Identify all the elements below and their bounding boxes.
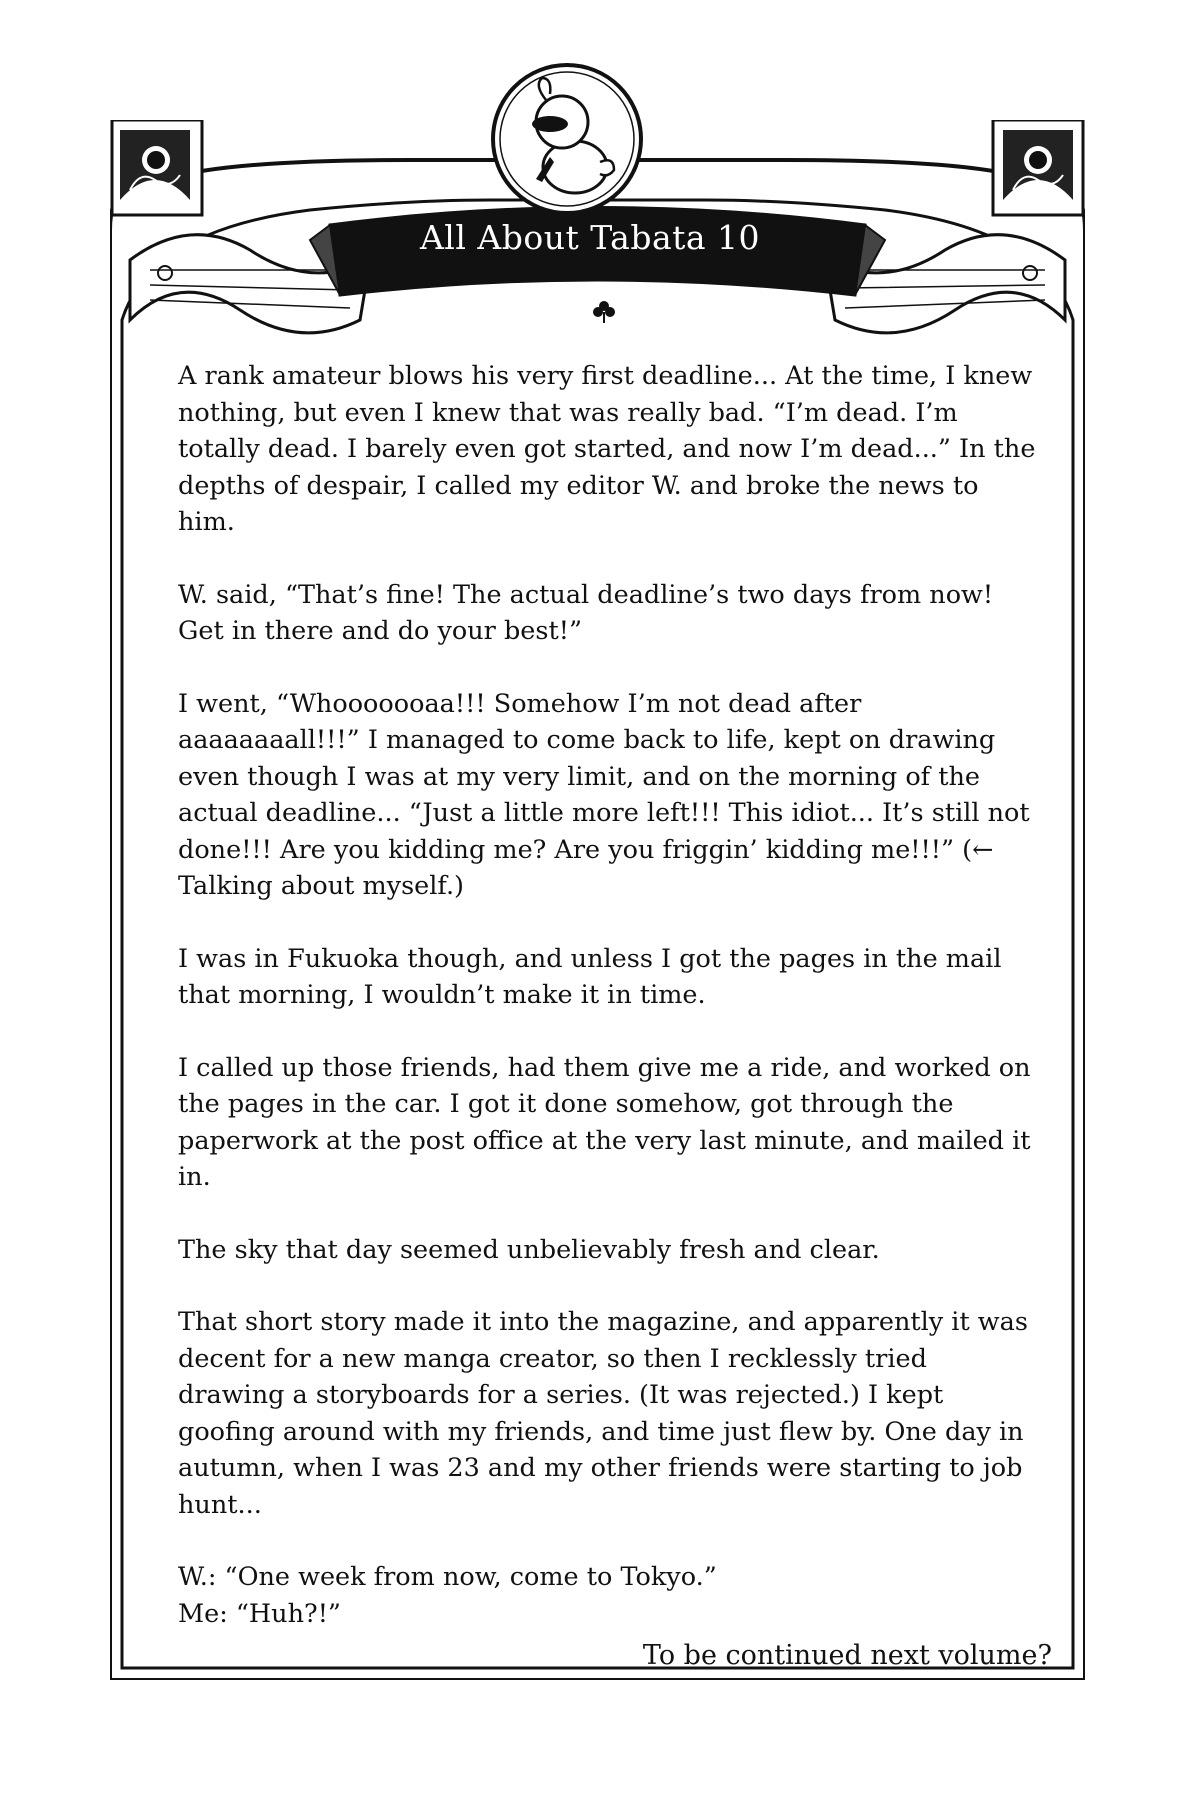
page-title: All About Tabata 10 [419,218,761,257]
paragraph: The sky that day seemed unbelievably fresh and clear. [178,1234,880,1265]
continued-note: To be continued next volume? [642,1640,1052,1671]
paragraph: A rank amateur blows his very first deadline... At the time, I knew nothing, but even I knew that was really bad. “I’m dead. I’m totally dead. I barely even got started, and now I’m dead...” In the depths of despair, I called my editor W. and broke the news to him. [178,361,1036,537]
dialogue-line: Me: “Huh?!” [178,1598,341,1629]
corner-ornament-left [112,120,202,215]
clover-icon [592,300,616,324]
paragraph: That short story made it into the magazine, and apparently it was decent for a new manga creator, so then I recklessly tried drawing a storyboards for a series. (It was rejected.) I kept goofing around with my friends, and time just flew by. One day in autumn, when I was 23 and my other friends were starting to job hunt... [178,1307,1028,1520]
duck-mascot-emblem [490,62,645,217]
paragraph: I called up those friends, had them give me a ride, and worked on the pages in the car. I got it done somehow, got through the paperwork at the post office at the very last minute, and mailed it in. [178,1052,1031,1192]
paragraph: W. said, “That’s fine! The actual deadline’s two days from now! Get in there and do your best!” [178,579,994,646]
dialogue-line: W.: “One week from now, come to Tokyo.” [178,1562,717,1592]
paragraph: I was in Fukuoka though, and unless I got the pages in the mail that morning, I wouldn’t make it in time. [178,943,1002,1010]
corner-ornament-right [993,120,1083,215]
paragraph: I went, “Whooooooaa!!! Somehow I’m not dead after aaaaaaaall!!!” I managed to come back to life, kept on drawing even though I was at my very limit, and on the morning of the actual deadline... “Just a little more left!!! This idiot... It’s still not done!!! Are you kidding me? Are you friggin’ kidding me!!!” (← Talking about myself.) [178,688,1030,901]
essay-body [178,358,1040,1632]
